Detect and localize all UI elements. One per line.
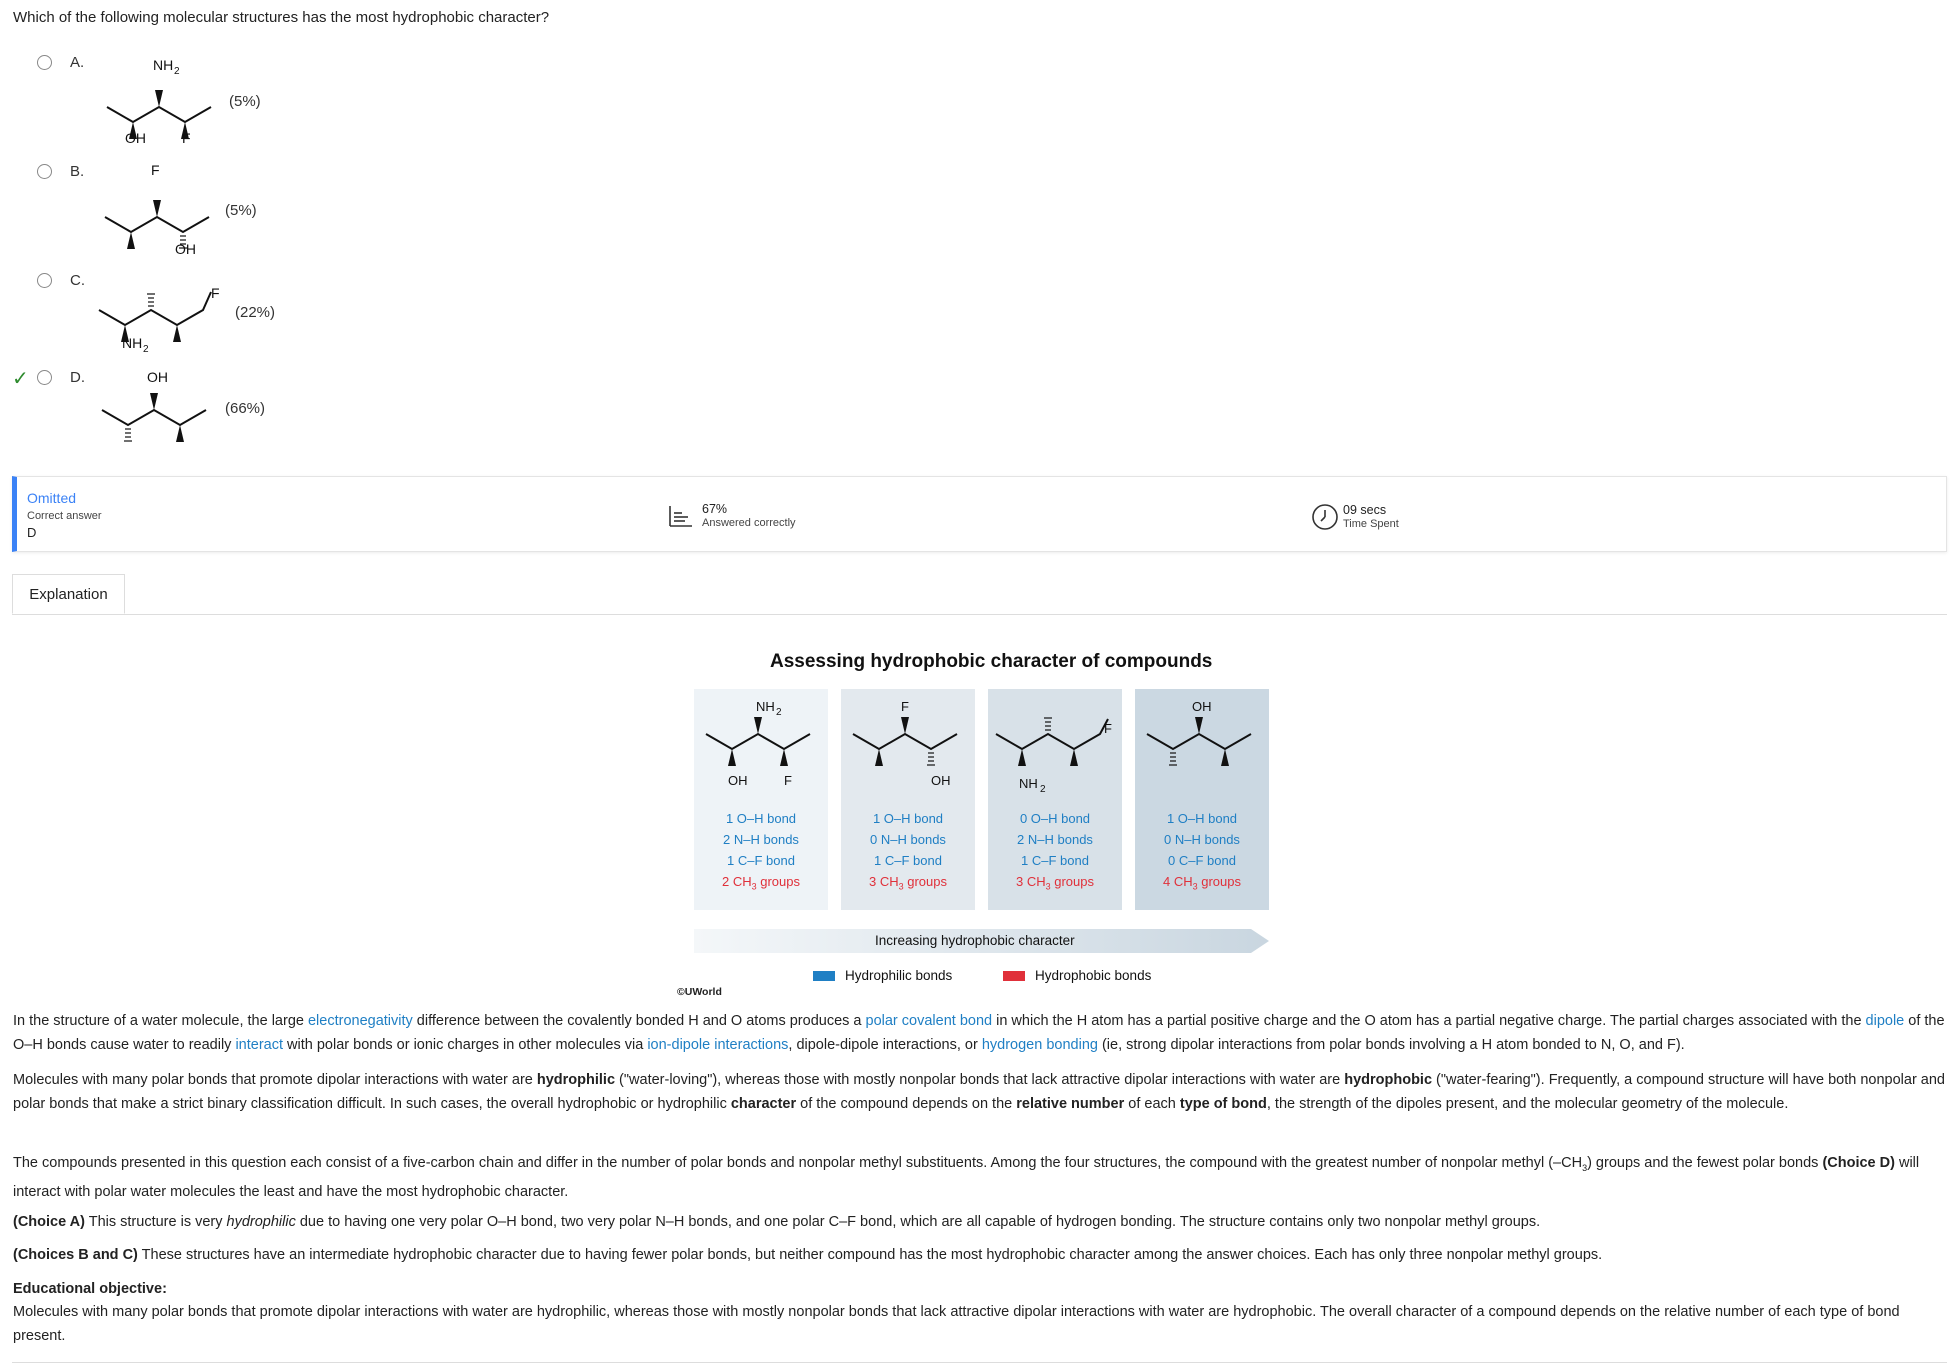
panel-4-oh: 1 O–H bond: [1166, 811, 1238, 826]
choice-c-letter: C.: [70, 272, 85, 289]
panel-4-nh: 0 N–H bonds: [1164, 832, 1240, 847]
svg-text:F: F: [211, 285, 220, 301]
choice-c-radio[interactable]: [37, 273, 52, 288]
link-ion-dipole[interactable]: ion-dipole interactions: [647, 1037, 789, 1053]
panel-1-ch3: 2 $CH_3$ groups: [721, 874, 800, 892]
choice-d-structure[interactable]: [95, 365, 235, 465]
figure-panel-2: [841, 689, 975, 910]
svg-text:2: 2: [776, 707, 782, 718]
link-interact[interactable]: interact: [235, 1037, 284, 1053]
svg-text:F: F: [1104, 721, 1112, 736]
panel-2-structure: [841, 689, 975, 799]
svg-text:OH: OH: [728, 773, 748, 788]
link-electronegativity[interactable]: electronegativity: [307, 1013, 413, 1029]
stats-bar: [12, 476, 1947, 552]
panel-2-ch3: 3 $CH_3$ groups: [868, 874, 947, 892]
explanation-paragraph-3: The compounds presented in this question each consist of a five-carbon chain and differ in the number of polar bonds and nonpolar methyl substituents. Among the four structures, the compound with the greatest number of nonpolar methyl $(-CH_3)$ groups and the fewest polar bonds (Choice D) will interact with polar water molecules the least and have the most hydrophobic character.: [13, 1155, 1920, 1200]
panel-1-cf: 1 C–F bond: [727, 853, 795, 868]
svg-text:F: F: [901, 699, 909, 714]
bar-chart-icon: [668, 504, 694, 528]
legend-hydrophilic-swatch: [813, 971, 835, 981]
link-hydrogen-bonding[interactable]: hydrogen bonding: [981, 1037, 1098, 1053]
svg-text:2: 2: [143, 344, 149, 355]
panel-1-nh: 2 N–H bonds: [723, 832, 799, 847]
choice-c-percent: (22%): [235, 304, 276, 321]
clock-icon: [1311, 503, 1339, 531]
panel-4-ch3: 4 $CH_3$ groups: [1162, 874, 1241, 892]
panel-3-structure: [988, 689, 1122, 799]
svg-text:OH: OH: [175, 241, 196, 257]
panel-1-oh: 1 O–H bond: [725, 811, 797, 826]
svg-text:NH: NH: [1019, 776, 1038, 791]
explanation-choices-b-c: (Choices B and C) These structures have an intermediate hydrophobic character due to having fewer polar bonds, but neither compound has the most hydrophobic character among the answer choices. Each has only three nonpolar methyl groups.: [13, 1247, 1603, 1263]
tab-explanation[interactable]: Explanation: [12, 574, 125, 614]
panel-4-cf: 0 C–F bond: [1168, 853, 1236, 868]
svg-text:OH: OH: [931, 773, 951, 788]
choice-a-percent: (5%): [229, 93, 261, 110]
educational-objective-text: Molecules with many polar bonds that promote dipolar interactions with water are hydrophilic, whereas those with mostly nonpolar bonds that lack attractive dipolar interactions with water are hydrophobic. The overall character of a compound depends on the relative number of each type of bond present.: [13, 1304, 1900, 1344]
svg-text:OH: OH: [125, 130, 146, 146]
choice-b-percent: (5%): [225, 202, 257, 219]
panel-2-nh: 0 N–H bonds: [870, 832, 946, 847]
legend-hydrophobic: Hydrophobic bonds: [1003, 968, 1151, 983]
explanation-choice-a: (Choice A) This structure is very hydrophilic due to having one very polar O–H bond, two very polar N–H bonds, and one polar C–F bond, which are all capable of hydrogen bonding. The structure contains only two nonpolar methyl groups.: [13, 1214, 1541, 1230]
svg-text:F: F: [784, 773, 792, 788]
time-spent-label: Time Spent: [1343, 518, 1399, 530]
copyright: ©UWorld: [677, 986, 722, 998]
panel-3-nh: 2 N–H bonds: [1017, 832, 1093, 847]
correct-answer-label: Correct answer: [27, 510, 102, 522]
legend-hydrophobic-swatch: [1003, 971, 1025, 981]
panel-2-oh: 1 O–H bond: [872, 811, 944, 826]
svg-text:2: 2: [174, 66, 180, 77]
choice-d-percent: (66%): [225, 400, 266, 417]
svg-text:OH: OH: [1192, 699, 1212, 714]
choice-d-letter: D.: [70, 369, 85, 386]
choice-b-structure[interactable]: [95, 160, 235, 260]
panel-3-oh: 0 O–H bond: [1019, 811, 1091, 826]
legend-hydrophilic: Hydrophilic bonds: [813, 968, 952, 983]
explanation-paragraph-1: In the structure of a water molecule, the large electronegativity difference between the covalently bonded H and O atoms produces a polar covalent bond in which the H atom has a partial positive charge and the O atom has a partial negative charge. The partial charges associated with the dipole of the O–H bonds cause water to readily interact with polar bonds or ionic charges in other molecules via ion-dipole interactions, dipole-dipole interactions, or hydrogen bonding (ie, strong dipolar interactions from polar bonds involving a H atom bonded to N, O, and F).: [13, 1013, 1945, 1053]
choice-a-radio[interactable]: [37, 55, 52, 70]
question-text: Which of the following molecular structures has the most hydrophobic character?: [13, 9, 550, 26]
panel-3-ch3: 3 $CH_3$ groups: [1015, 874, 1094, 892]
time-spent: 09 secs: [1343, 503, 1387, 517]
link-polar-covalent-bond[interactable]: polar covalent bond: [865, 1013, 993, 1029]
figure-panel-1: [694, 689, 828, 910]
choice-c-structure[interactable]: [95, 270, 235, 370]
explanation-paragraph-2: Molecules with many polar bonds that promote dipolar interactions with water are hydrophilic ("water-loving"), whereas those with mostly nonpolar bonds that lack attractive dipolar interactions with water are hydrophobic ("water-fearing"). Frequently, a compound structure will have both nonpolar and polar bonds that make a strict binary classification difficult. In such cases, the overall hydrophobic or hydrophilic character of the compound depends on the relative number of each type of bond, the strength of the dipoles present, and the molecular geometry of the molecule.: [13, 1072, 1945, 1112]
panel-4-structure: [1135, 689, 1269, 799]
svg-text:2: 2: [1040, 784, 1046, 795]
panel-3-cf: 1 C–F bond: [1021, 853, 1089, 868]
figure-panel-3: [988, 689, 1122, 910]
arrow-label: Increasing hydrophobic character: [875, 933, 1075, 948]
educational-objective-title: Educational objective:: [13, 1281, 167, 1297]
panel-1-structure: [694, 689, 828, 799]
choice-d-radio[interactable]: [37, 370, 52, 385]
panel-2-cf: 1 C–F bond: [874, 853, 942, 868]
label-nh2: NH: [153, 57, 174, 73]
choice-a-letter: A.: [70, 54, 85, 71]
bottom-divider: [12, 1362, 1947, 1363]
choice-a-structure[interactable]: [95, 50, 235, 150]
figure-panel-4: [1135, 689, 1269, 910]
status-omitted: Omitted: [27, 490, 77, 506]
percent-correct-label: Answered correctly: [702, 517, 796, 529]
figure-title: Assessing hydrophobic character of compounds: [770, 651, 1213, 672]
correct-answer-value: D: [27, 525, 37, 540]
svg-text:NH: NH: [756, 699, 775, 714]
svg-text:NH: NH: [122, 335, 143, 351]
choice-b-letter: B.: [70, 163, 85, 180]
svg-text:F: F: [151, 162, 160, 178]
choice-b-radio[interactable]: [37, 164, 52, 179]
checkmark-icon: ✓: [12, 368, 29, 390]
percent-correct: 67%: [702, 502, 728, 516]
link-dipole[interactable]: dipole: [1865, 1013, 1905, 1029]
svg-text:F: F: [182, 130, 191, 146]
tab-divider: [12, 614, 1947, 615]
svg-text:OH: OH: [147, 369, 168, 385]
